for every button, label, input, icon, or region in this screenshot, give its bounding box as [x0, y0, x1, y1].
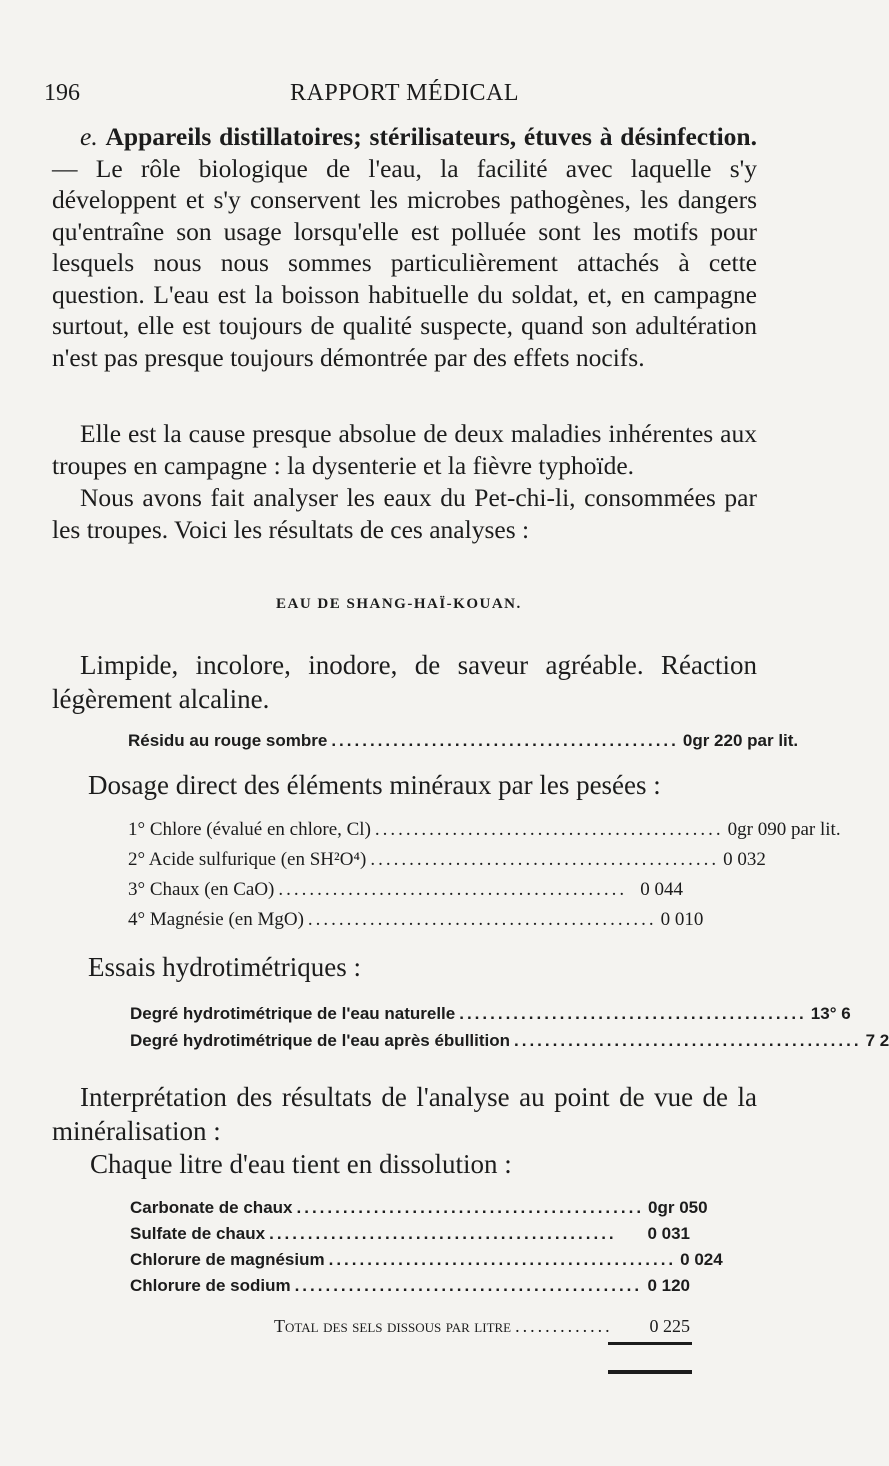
row-label: 1° Chlore (évalué en chlore, Cl) — [128, 819, 371, 840]
leader-dots: ............................................. — [328, 1250, 677, 1269]
dosage-row — [128, 849, 766, 871]
leader-dots: ............................................. — [459, 1004, 807, 1023]
total-underline — [608, 1370, 692, 1374]
description-text: Limpide, incolore, inodore, de saveur agréable. Réaction légèrement alcaline. — [52, 650, 757, 714]
page-number: 196 — [44, 80, 80, 106]
row-label: Résidu au rouge sombre — [128, 731, 328, 750]
row-label: 4° Magnésie (en MgO) — [128, 909, 304, 930]
dissolution-row — [130, 1224, 690, 1244]
row-label: Chlorure de sodium — [130, 1276, 291, 1295]
row-value: 0gr 220 par lit. — [682, 731, 799, 750]
row-value: 0 031 — [647, 1224, 690, 1243]
row-label: Total des sels dissous par litre — [274, 1316, 512, 1336]
leader-dots: ............. — [515, 1316, 613, 1336]
essais-row — [130, 1004, 851, 1024]
leader-dots: ............................................. — [294, 1276, 643, 1295]
water-description — [52, 648, 757, 716]
leader-dots: ............................................. — [331, 731, 679, 750]
dissolution-heading: Chaque litre d'eau tient en dissolution : — [90, 1149, 512, 1179]
row-label: Sulfate de chaux — [130, 1224, 266, 1243]
leader-dots: ............................................. — [370, 849, 720, 870]
paragraph-maladies — [52, 418, 757, 481]
total-rule — [608, 1342, 692, 1345]
essais-heading: Essais hydrotimétriques : — [88, 952, 361, 982]
dissolution-row — [130, 1250, 723, 1270]
dosage-heading: Dosage direct des éléments minéraux par les pesées : — [88, 770, 661, 800]
row-value: 0 024 — [680, 1250, 723, 1269]
row-label: 2° Acide sulfurique (en SH²O⁴) — [128, 849, 367, 870]
row-label: 3° Chaux (en CaO) — [128, 879, 275, 900]
leader-dots: ............................................. — [278, 879, 628, 900]
leader-dots: ............................................. — [269, 1224, 617, 1243]
row-value: 7 2 — [865, 1031, 889, 1050]
residu-row — [128, 731, 799, 751]
row-value: 0 120 — [647, 1276, 690, 1295]
dosage-row — [128, 819, 841, 841]
section-title: EAU DE SHANG-HAÏ-KOUAN. — [276, 596, 522, 612]
running-title: RAPPORT MÉDICAL — [290, 80, 519, 106]
row-value: 0gr 090 par lit. — [727, 819, 841, 840]
essais-row — [130, 1031, 889, 1051]
row-value: 13° 6 — [810, 1004, 851, 1023]
row-value: 0 010 — [660, 909, 704, 930]
row-value: 0 044 — [640, 879, 683, 900]
paragraph-heading: Appareils distillatoires; stérilisateurs, étuves à désinfection. — [105, 122, 757, 151]
leader-dots: ............................................. — [374, 819, 724, 840]
leader-dots: ............................................. — [307, 909, 657, 930]
section-letter: e. — [80, 122, 98, 151]
interpretation-text: Interprétation des résultats de l'analyse au point de vue de la minéralisation : — [52, 1082, 757, 1146]
dosage-row — [128, 879, 683, 901]
row-label: Degré hydrotimétrique de l'eau naturelle — [130, 1004, 456, 1023]
interpretation-paragraph — [52, 1080, 757, 1148]
leader-dots: ............................................. — [296, 1198, 645, 1217]
dissolution-row — [130, 1198, 708, 1218]
row-value: 0 032 — [723, 849, 766, 870]
row-value: 0 225 — [649, 1316, 690, 1336]
row-label: Degré hydrotimétrique de l'eau après ébullition — [130, 1031, 511, 1050]
dosage-row — [128, 909, 704, 931]
paragraph-text: Elle est la cause presque absolue de deux maladies inhérentes aux troupes en campagne : la dysenterie et la fièvre typhoïde. — [52, 419, 757, 480]
paragraph-appareils — [52, 121, 757, 373]
row-value: 0gr 050 — [648, 1198, 708, 1217]
row-label: Chlorure de magnésium — [130, 1250, 325, 1269]
paragraph-analyses — [52, 482, 757, 545]
leader-dots: ............................................. — [514, 1031, 862, 1050]
paragraph-body: — Le rôle biologique de l'eau, la facilité avec laquelle s'y développent et s'y conservent les microbes pathogènes, les dangers qu'entraîne son usage lorsqu'elle est polluée sont les motifs pour lesquels nous nous sommes particulièrement attachés à cette question. L'eau est la boisson habituelle du soldat, et, en campagne surtout, elle est toujours de qualité suspecte, quand son adultération n'est pas presque toujours démontrée par des effets nocifs. — [52, 153, 757, 372]
paragraph-text: Nous avons fait analyser les eaux du Pet-chi-li, consommées par les troupes. Voici les résultats de ces analyses : — [52, 483, 757, 544]
dissolution-row — [130, 1276, 690, 1296]
row-label: Carbonate de chaux — [130, 1198, 293, 1217]
total-row — [274, 1316, 690, 1337]
